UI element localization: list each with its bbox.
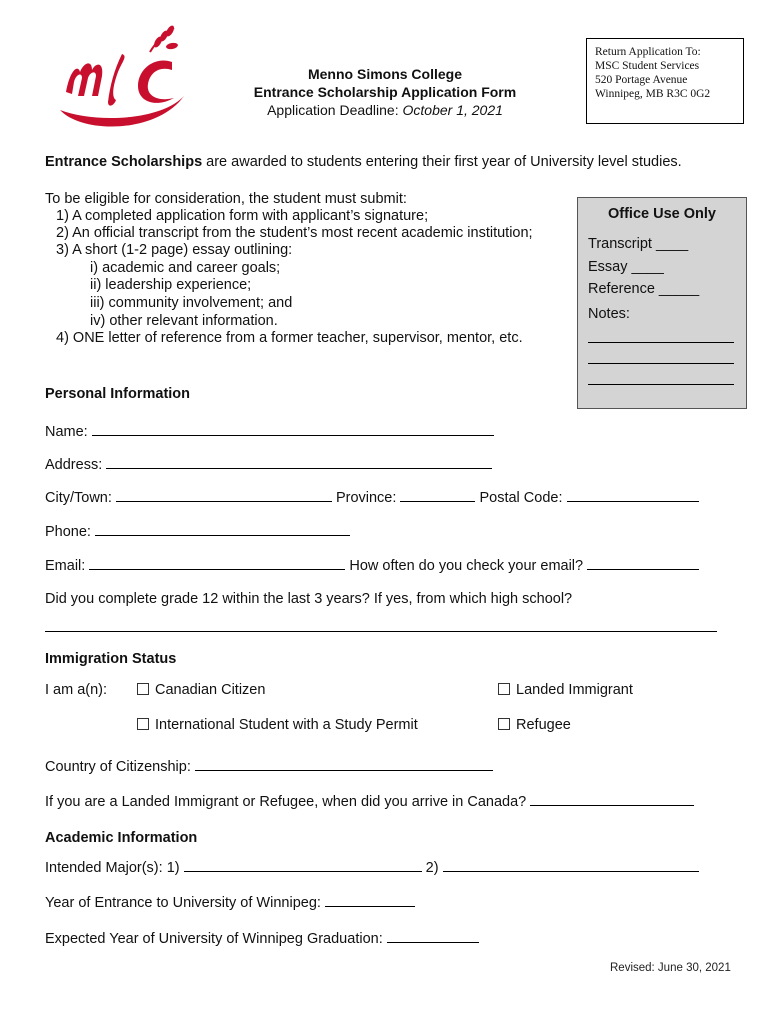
deadline-label: Application Deadline: (267, 102, 403, 118)
eligibility-lead: To be eligible for consideration, the student must submit: (45, 191, 407, 207)
option-international-student[interactable] (137, 717, 418, 733)
address-row (45, 456, 492, 473)
personal-heading: Personal Information (45, 386, 191, 402)
entrance-year-field[interactable] (325, 894, 415, 907)
eligibility-item: 1) A completed application form with applicant’s signature; (56, 208, 429, 224)
option-label: Landed Immigrant (516, 682, 633, 698)
revised-date: Revised: June 30, 2021 (610, 962, 731, 974)
academic-heading: Academic Information (45, 830, 198, 846)
form-title: Entrance Scholarship Application Form (253, 84, 517, 100)
college-name: Menno Simons College (307, 66, 462, 82)
email-check-label: How often do you check your email? (349, 558, 584, 574)
intro-text (45, 154, 682, 170)
option-label: International Student with a Study Permit (155, 717, 418, 733)
msc-logo (52, 22, 192, 132)
option-label: Refugee (516, 717, 571, 733)
grad-year-label: Expected Year of University of Winnipeg Graduation: (45, 931, 383, 947)
address-field[interactable] (106, 456, 492, 469)
notes-line (588, 342, 734, 343)
intro-bold: Entrance Scholarships (45, 154, 203, 170)
email-field[interactable] (89, 557, 345, 570)
immigration-heading: Immigration Status (45, 651, 177, 667)
country-field[interactable] (195, 758, 493, 771)
option-label: Canadian Citizen (155, 682, 266, 698)
phone-label: Phone: (45, 524, 91, 540)
return-address-box (586, 38, 744, 124)
checkbox[interactable] (137, 718, 149, 730)
option-refugee[interactable] (498, 717, 571, 733)
arrive-row (45, 793, 694, 810)
office-essay: Essay ____ (588, 259, 664, 275)
province-field[interactable] (400, 489, 475, 502)
major2-field[interactable] (443, 859, 699, 872)
arrive-label: If you are a Landed Immigrant or Refugee, when did you arrive in Canada? (45, 794, 527, 810)
return-line: Winnipeg, MB R3C 0G2 (595, 88, 711, 100)
office-transcript: Transcript ____ (588, 236, 689, 252)
eligibility-item: 4) ONE letter of reference from a former teacher, supervisor, mentor, etc. (56, 330, 523, 346)
option-landed-immigrant[interactable] (498, 682, 633, 698)
intro-rest: are awarded to students entering their first year of University level studies. (202, 154, 682, 170)
entrance-year-label: Year of Entrance to University of Winnipeg: (45, 895, 321, 911)
office-title: Office Use Only (608, 206, 716, 222)
city-field[interactable] (116, 489, 332, 502)
entrance-year-row (45, 894, 415, 911)
name-row (45, 423, 494, 440)
grade12-label: Did you complete grade 12 within the last 3 years? If yes, from which high school? (45, 591, 573, 607)
postal-field[interactable] (567, 489, 699, 502)
major2-label: 2) (425, 860, 439, 876)
checkbox[interactable] (498, 683, 510, 695)
return-line: MSC Student Services (595, 60, 700, 72)
deadline-date: October 1, 2021 (402, 102, 503, 118)
grad-year-field[interactable] (387, 930, 479, 943)
city-row (45, 489, 699, 506)
deadline (225, 102, 545, 118)
checkbox[interactable] (498, 718, 510, 730)
return-line: 520 Portage Avenue (595, 74, 688, 86)
notes-line (588, 363, 734, 364)
eligibility-item: 2) An official transcript from the student’s most recent academic institution; (56, 225, 533, 241)
email-check-field[interactable] (587, 557, 699, 570)
phone-field[interactable] (95, 523, 350, 536)
return-line: Return Application To: (595, 46, 701, 58)
checkbox[interactable] (137, 683, 149, 695)
iam-label: I am a(n): (45, 682, 108, 698)
eligibility-subitem: i) academic and career goals; (90, 260, 281, 276)
office-reference: Reference _____ (588, 281, 700, 297)
address-label: Address: (45, 457, 103, 473)
header (225, 66, 545, 118)
email-row (45, 557, 699, 574)
majors-row (45, 859, 699, 876)
phone-row (45, 523, 350, 540)
email-label: Email: (45, 558, 86, 574)
eligibility-item: 3) A short (1-2 page) essay outlining: (56, 242, 293, 258)
eligibility-subitem: iii) community involvement; and (90, 295, 293, 311)
arrive-field[interactable] (530, 793, 694, 806)
notes-line (588, 384, 734, 385)
high-school-field[interactable] (45, 631, 717, 632)
postal-label: Postal Code: (479, 490, 563, 506)
grad-year-row (45, 930, 479, 947)
eligibility-subitem: iv) other relevant information. (90, 313, 278, 329)
eligibility-subitem: ii) leadership experience; (90, 277, 252, 293)
province-label: Province: (335, 490, 397, 506)
option-canadian-citizen[interactable] (137, 682, 265, 698)
major1-field[interactable] (184, 859, 422, 872)
major1-label: Intended Major(s): 1) (45, 860, 180, 876)
office-notes: Notes: (588, 306, 630, 322)
name-field[interactable] (92, 423, 494, 436)
city-label: City/Town: (45, 490, 112, 506)
office-use-box (577, 197, 747, 409)
country-row (45, 758, 493, 775)
country-label: Country of Citizenship: (45, 759, 191, 775)
name-label: Name: (45, 424, 88, 440)
